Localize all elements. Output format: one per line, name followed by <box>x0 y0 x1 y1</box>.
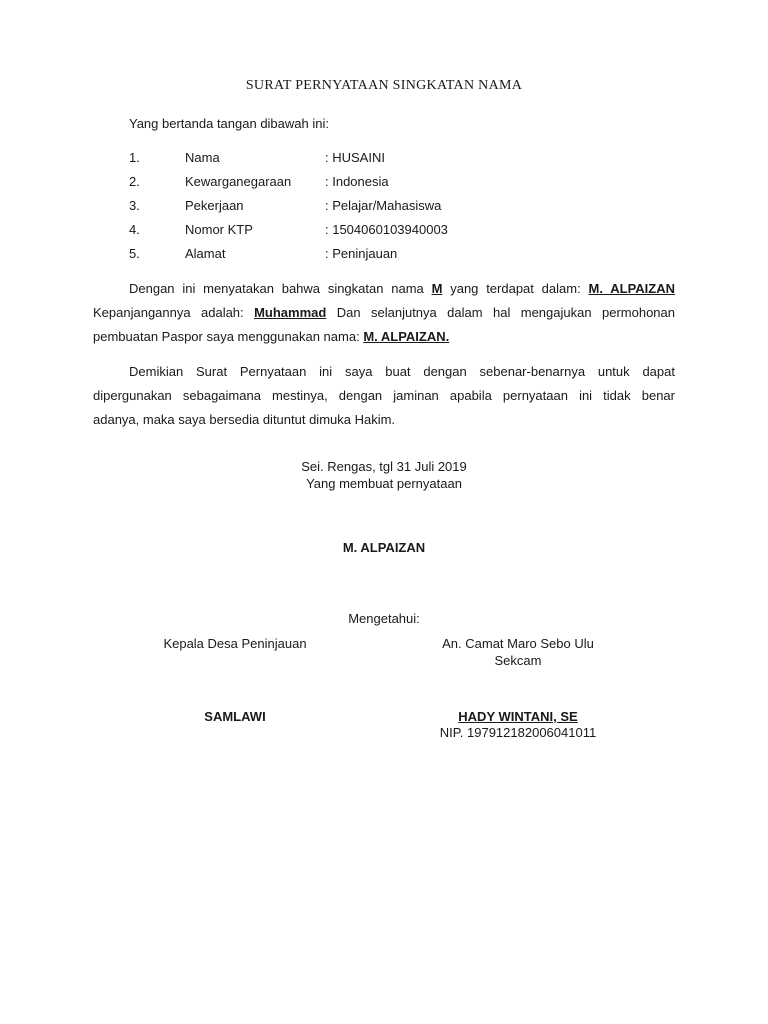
right-signatory-subtitle: Sekcam <box>494 653 542 668</box>
paragraph-line <box>93 360 675 384</box>
identity-value: : HUSAINI <box>325 150 385 165</box>
document-title: SURAT PERNYATAAN SINGKATAN NAMA <box>245 78 523 93</box>
identity-label: Kewarganegaraan <box>185 174 292 189</box>
paragraph-line <box>93 325 675 349</box>
text-span: Demikian Surat Pernyataan ini saya buat dengan sebenar-benarnya untuk dapat <box>129 364 675 379</box>
identity-number: 3. <box>129 198 140 213</box>
abbreviation-highlight: M <box>431 281 443 296</box>
closing-paragraph <box>93 360 675 432</box>
name-highlight: M. ALPAIZAN <box>588 281 675 296</box>
identity-value: : Peninjauan <box>325 246 398 261</box>
acknowledged-label: Mengetahui: <box>348 611 420 626</box>
text-span: adanya, maka saya bersedia dituntut dimuka Hakim. <box>93 412 396 427</box>
identity-number: 1. <box>129 150 140 165</box>
paragraph-line <box>93 408 675 432</box>
text-span: Kepanjangannya adalah: <box>93 305 244 320</box>
identity-label: Pekerjaan <box>185 198 244 213</box>
text-span: dipergunakan sebagaimana mestinya, dengan jaminan apabila pernyataan ini tidak benar <box>93 388 675 403</box>
identity-label: Nama <box>185 150 220 165</box>
identity-value: : Pelajar/Mahasiswa <box>325 198 442 213</box>
maker-name: M. ALPAIZAN <box>342 540 426 555</box>
name-highlight: M. ALPAIZAN. <box>363 329 450 344</box>
text-span: Dan selanjutnya dalam hal mengajukan permohonan <box>336 305 675 320</box>
identity-number: 5. <box>129 246 140 261</box>
intro-text: Yang bertanda tangan dibawah ini: <box>129 116 329 131</box>
text-span: pembuatan Paspor saya menggunakan nama: <box>93 329 360 344</box>
right-signatory-nip: NIP. 197912182006041011 <box>439 725 597 740</box>
right-signatory-name: HADY WINTANI, SE <box>458 709 578 724</box>
right-signatory-title: An. Camat Maro Sebo Ulu <box>442 636 594 651</box>
paragraph-line <box>93 301 675 325</box>
maker-label: Yang membuat pernyataan <box>306 476 462 491</box>
identity-label: Alamat <box>185 246 226 261</box>
full-name-highlight: Muhammad <box>254 305 327 320</box>
statement-paragraph <box>93 277 675 349</box>
left-signatory-name: SAMLAWI <box>204 709 266 724</box>
text-span: yang terdapat dalam: <box>450 281 581 296</box>
identity-number: 4. <box>129 222 140 237</box>
identity-label: Nomor KTP <box>185 222 253 237</box>
identity-number: 2. <box>129 174 140 189</box>
text-span: Dengan ini menyatakan bahwa singkatan nama <box>129 281 424 296</box>
paragraph-line <box>93 277 675 301</box>
paragraph-line <box>93 384 675 408</box>
place-date: Sei. Rengas, tgl 31 Juli 2019 <box>301 459 467 474</box>
left-signatory-title: Kepala Desa Peninjauan <box>163 636 307 651</box>
identity-value: : Indonesia <box>325 174 389 189</box>
identity-value: : 1504060103940003 <box>325 222 448 237</box>
